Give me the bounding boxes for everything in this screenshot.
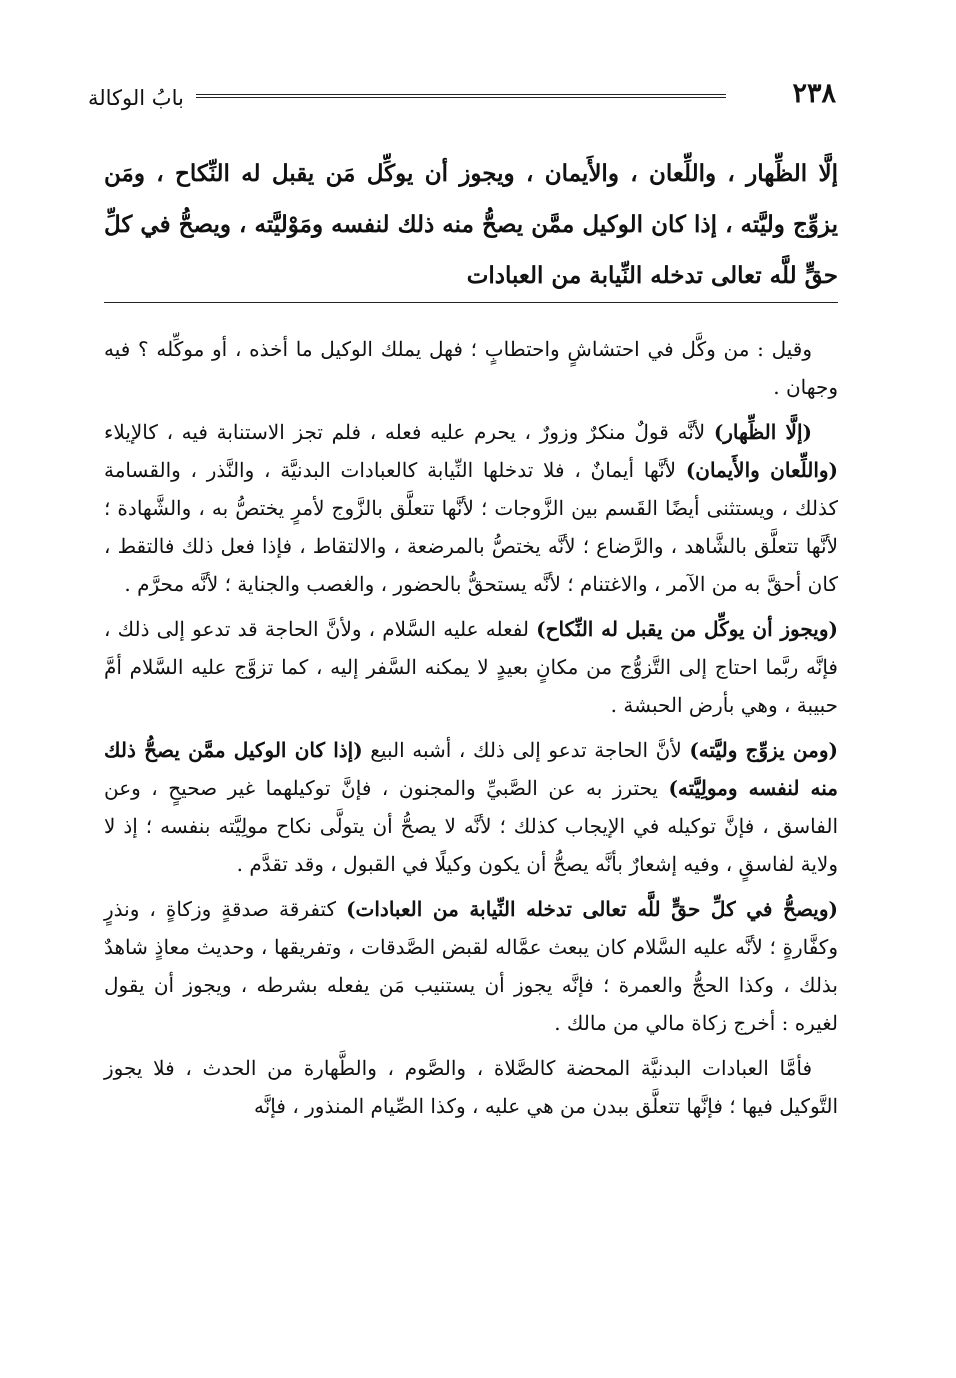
commentary-text: لفعله عليه السَّلام ، ولأنَّ الحاجة قد تدعو إلى ذلك ، فإنَّه ربَّما احتاج إلى التَّزوُّج من مكانٍ بعيدٍ لا يمكنه السَّفر إليه ، كما تزوَّج عليه السَّلام أمَّ حبيبة ، وهي بأرض الحبشة . xyxy=(104,617,838,717)
commentary-text: لأنَّ الحاجة تدعو إلى ذلك ، أشبه البيع xyxy=(362,738,690,762)
commentary-paragraph-1 xyxy=(104,330,838,406)
page-header xyxy=(88,78,836,118)
quoted-main-text: (إلَّا الظِّهار) xyxy=(713,420,812,444)
commentary-text: وقيل : من وكَّل في احتشاشٍ واحتطابٍ ؛ فهل يملك الوكيل ما أخذه ، أو موكِّله ؟ فيه وجهان . xyxy=(104,337,838,399)
header-rule xyxy=(196,94,726,98)
quoted-main-text: (واللِّعان والأَيمان) xyxy=(685,458,838,482)
chapter-title: بابُ الوكالة xyxy=(88,86,184,110)
commentary-paragraph-2 xyxy=(104,413,838,603)
commentary-text: فأمَّا العبادات البدنيَّة المحضة كالصَّلاة ، والصَّوم ، والطَّهارة من الحدث ، فلا يجوز التَّوكيل فيها ؛ فإنَّها تتعلَّق ببدن من هي عليه ، وكذا الصِّيام المنذور ، فإنَّه xyxy=(104,1056,838,1118)
commentary-text: كتفرقة صدقةٍ وزكاةٍ ، ونذرٍ وكفَّارةٍ ؛ لأنَّه عليه السَّلام كان يبعث عمَّاله لقبض الصَّدقات ، وتفريقها ، وحديث معاذٍ شاهدٌ بذلك ، وكذا الحجُّ والعمرة ؛ فإنَّه يجوز أن يستنيب مَن يفعله بشرطه ، ويجوز أن يقول لغيره : أخرج زكاة مالي من مالك . xyxy=(104,897,838,1035)
commentary-paragraph-4 xyxy=(104,731,838,883)
quoted-main-text: (ومن يزوِّج وليَّته) xyxy=(689,738,838,762)
commentary-text: لأنَّها أيمانٌ ، فلا تدخلها النِّيابة كالعبادات البدنيَّة ، والنَّذر ، والقسامة كذلك ، ويستثنى أيضًا القَسم بين الزَّوجات ؛ لأنَّها تتعلَّق بالزَّوج لأمرٍ يختصُّ به ، والشَّهادة ؛ لأنَّها تتعلَّق بالشَّاهد ، والرَّضاع ؛ لأنَّه يختصُّ بالمرضعة ، والالتقاط ، فإذا فعل ذلك فالتقط ، كان أحقَّ به من الآمر ، والاغتنام ؛ لأنَّه يستحقُّ بالحضور ، والغصب والجناية ؛ لأنَّه محرَّم . xyxy=(104,458,838,596)
commentary-text: يحترز به عن الصَّبيِّ والمجنون ، فإنَّ توكيلهما غير صحيحٍ ، وعن الفاسق ، فإنَّ توكيله في الإيجاب كذلك ؛ لأنَّه لا يصحُّ أن يتولَّى نكاح مولِيَّته بنفسه ؛ إذ لا ولاية لفاسقٍ ، وفيه إشعارٌ بأنَّه يصحُّ أن يكون وكيلًا في القبول ، وقد تقدَّم . xyxy=(104,776,838,876)
quoted-main-text: (ويصحُّ في كلِّ حقٍّ للَّه تعالى تدخله النِّيابة من العبادات) xyxy=(346,897,838,921)
commentary-paragraph-6 xyxy=(104,1049,838,1125)
commentary-paragraph-3 xyxy=(104,610,838,724)
page-number: ٢٣٨ xyxy=(792,78,836,109)
commentary xyxy=(104,330,838,1132)
main-text: إلَّا الظِّهار ، واللِّعان ، والأَيمان ، ويجوز أن يوكِّل مَن يقبل له النِّكاح ، ومَن يزوِّج وليَّته ، إذا كان الوكيل ممَّن يصحُّ منه ذلك لنفسه ومَوْليَّته ، ويصحُّ في كلِّ حقٍّ للَّه تعالى تدخله النِّيابة من العبادات xyxy=(104,160,839,289)
quoted-main-text: (إذا كان الوكيل ممَّن يصحُّ ذلك منه لنفسه ومولِيَّته) xyxy=(104,738,838,800)
commentary-paragraph-5 xyxy=(104,890,838,1042)
quoted-main-text: (ويجوز أن يوكِّل من يقبل له النِّكاح) xyxy=(536,617,838,641)
commentary-text: لأنَّه قولٌ منكرٌ وزورٌ ، يحرم عليه فعله ، فلم تجز الاستنابة فيه ، كالإيلاء xyxy=(104,420,714,444)
main-text-divider xyxy=(104,302,838,303)
